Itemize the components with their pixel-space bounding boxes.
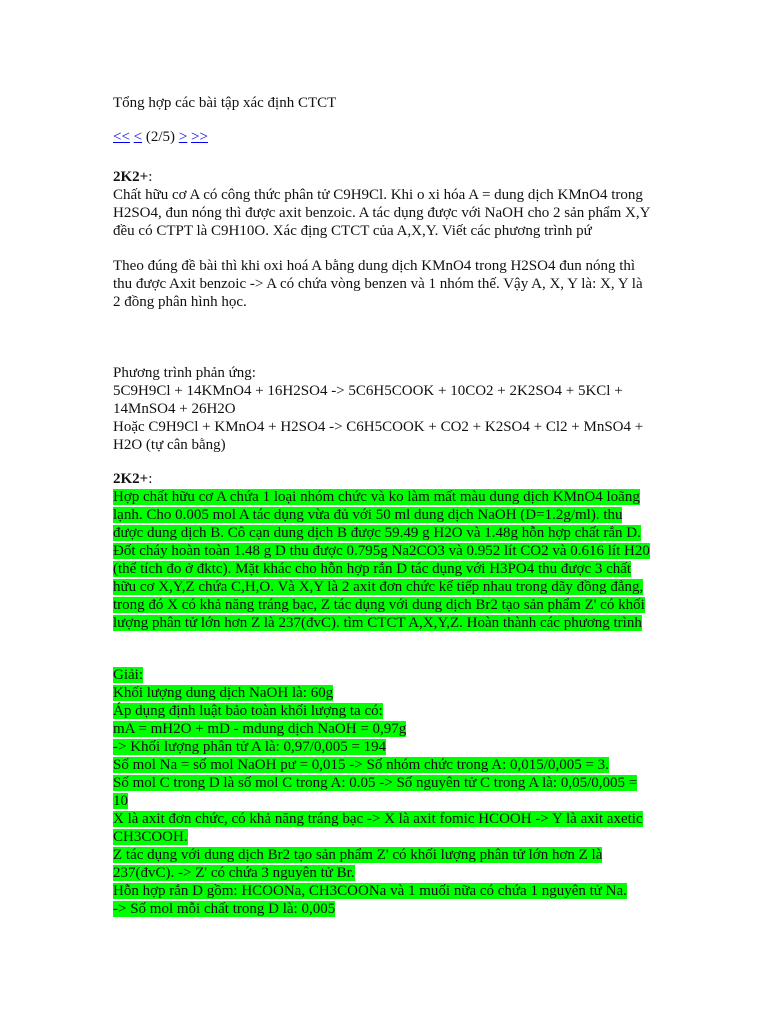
solution-line: 10 [113, 793, 128, 809]
prev-page-link[interactable]: < [133, 129, 143, 145]
section-1-reactions [113, 364, 653, 454]
highlighted-question-line: trong đó X có khả năng tráng bạc, Z tác dụng với dung dịch Br2 tạo sản phẩm Z' có khối [113, 597, 645, 613]
solution-line: mA = mH2O + mD - mdung dịch NaOH = 0,97g [113, 721, 407, 737]
section-2-question [113, 488, 653, 632]
section-2-solution [113, 666, 653, 918]
section-1-answer-line: 2 đồng phân hình học. [113, 294, 247, 310]
section-1-question-line: H2SO4, đun nóng thì được axit benzoic. A tác dụng được với NaOH cho 2 sản phẩm X,Y [113, 205, 651, 221]
highlighted-question-line: lạnh. Cho 0.005 mol A tác dụng vừa đủ với 50 ml dung dịch NaOH (D=1.2g/ml). thu [113, 507, 623, 523]
reaction-line: 5C9H9Cl + 14KMnO4 + 16H2SO4 -> 5C6H5COOK + 10CO2 + 2K2SO4 + 5KCl + [113, 383, 623, 399]
reaction-line: Phương trình phản ứng: [113, 365, 256, 381]
last-page-link[interactable]: >> [191, 129, 208, 145]
highlighted-question-line: (thể tích đo ở đktc). Mặt khác cho hỗn hợp rắn D tác dụng với H3PO4 thu được 3 chất [113, 561, 632, 577]
reaction-line: Hoặc C9H9Cl + KMnO4 + H2SO4 -> C6H5COOK + CO2 + K2SO4 + Cl2 + MnSO4 + [113, 419, 644, 435]
page-indicator: (2/5) [145, 129, 176, 145]
section-1-answer-line: Theo đúng đề bài thì khi oxi hoá A bằng dung dịch KMnO4 trong H2SO4 đun nóng thì [113, 258, 636, 274]
solution-line: Z tác dụng với dung dịch Br2 tạo sản phẩm Z' có khối lượng phân tử lớn hơn Z là [113, 847, 603, 863]
section-1-heading: 2K2+: [113, 169, 153, 185]
page-title: Tổng hợp các bài tập xác định CTCT [113, 95, 337, 111]
solution-line: Số mol Na = số mol NaOH pư = 0,015 -> Số nhóm chức trong A: 0,015/0,005 = 3. [113, 757, 609, 773]
section-2-heading-label: 2K2+ [113, 471, 149, 487]
highlighted-question-line: hữu cơ X,Y,Z chứa C,H,O. Và X,Y là 2 axit đơn chức kế tiếp nhau trong dãy đồng đẳng, [113, 579, 644, 595]
first-page-link[interactable]: << [113, 129, 130, 145]
highlighted-question-line: Đốt cháy hoàn toàn 1.48 g D thu được 0.795g Na2CO3 và 0.952 lít CO2 và 0.616 lít H20 [113, 543, 650, 559]
highlighted-question-line: lượng phân tử lớn hơn Z là 237(đvC). tìm CTCT A,X,Y,Z. Hoàn thành các phương trình [113, 615, 642, 631]
section-1-question-line: đều có CTPT là C9H10O. Xác địng CTCT của A,X,Y. Viết các phương trình pứ [113, 223, 592, 239]
solution-line: CH3COOH. [113, 829, 188, 845]
solution-line: X là axit đơn chức, có khả năng tráng bạc -> X là axit fomic HCOOH -> Y là axit axetic [113, 811, 643, 827]
solution-line: Hỗn hợp rắn D gồm: HCOONa, CH3COONa và 1 muối nữa có chứa 1 nguyên tử Na. [113, 883, 627, 899]
solution-line: 237(đvC). -> Z' có chứa 3 nguyên tử Br. [113, 865, 355, 881]
solution-line: -> Số mol mỗi chất trong D là: 0,005 [113, 901, 336, 917]
solution-line: Số mol C trong D là số mol C trong A: 0.05 -> Số nguyên tử C trong A là: 0,05/0,005 = [113, 775, 638, 791]
section-2-heading: 2K2+: [113, 471, 153, 487]
reaction-line: H2O (tự cân bằng) [113, 437, 226, 453]
reaction-line: 14MnSO4 + 26H2O [113, 401, 236, 417]
solution-line: Áp dụng định luật bảo toàn khối lượng ta có: [113, 703, 383, 719]
section-1-heading-label: 2K2+ [113, 169, 149, 185]
solution-line: Giải: [113, 667, 143, 683]
solution-line: Khối lượng dung dịch NaOH là: 60g [113, 685, 334, 701]
next-page-link[interactable]: > [178, 129, 188, 145]
highlighted-question-line: Hợp chất hữu cơ A chứa 1 loại nhóm chức và ko làm mất màu dung dịch KMnO4 loãng [113, 489, 640, 505]
pagination [113, 128, 208, 146]
section-1-question [113, 186, 653, 240]
section-1-question-line: Chất hữu cơ A có công thức phân tử C9H9Cl. Khi o xi hóa A = dung dịch KMnO4 trong [113, 187, 643, 203]
solution-line: -> Khối lượng phân tử A là: 0,97/0,005 = 194 [113, 739, 387, 755]
highlighted-question-line: được dung dịch B. Cô cạn dung dịch B được 59.49 g H2O và 1.48g hỗn hợp chất rắn D. [113, 525, 641, 541]
section-1-answer [113, 257, 653, 311]
section-1-answer-line: thu được Axit benzoic -> A có chứa vòng benzen và 1 nhóm thế. Vậy A, X, Y là: X, Y là [113, 276, 643, 292]
